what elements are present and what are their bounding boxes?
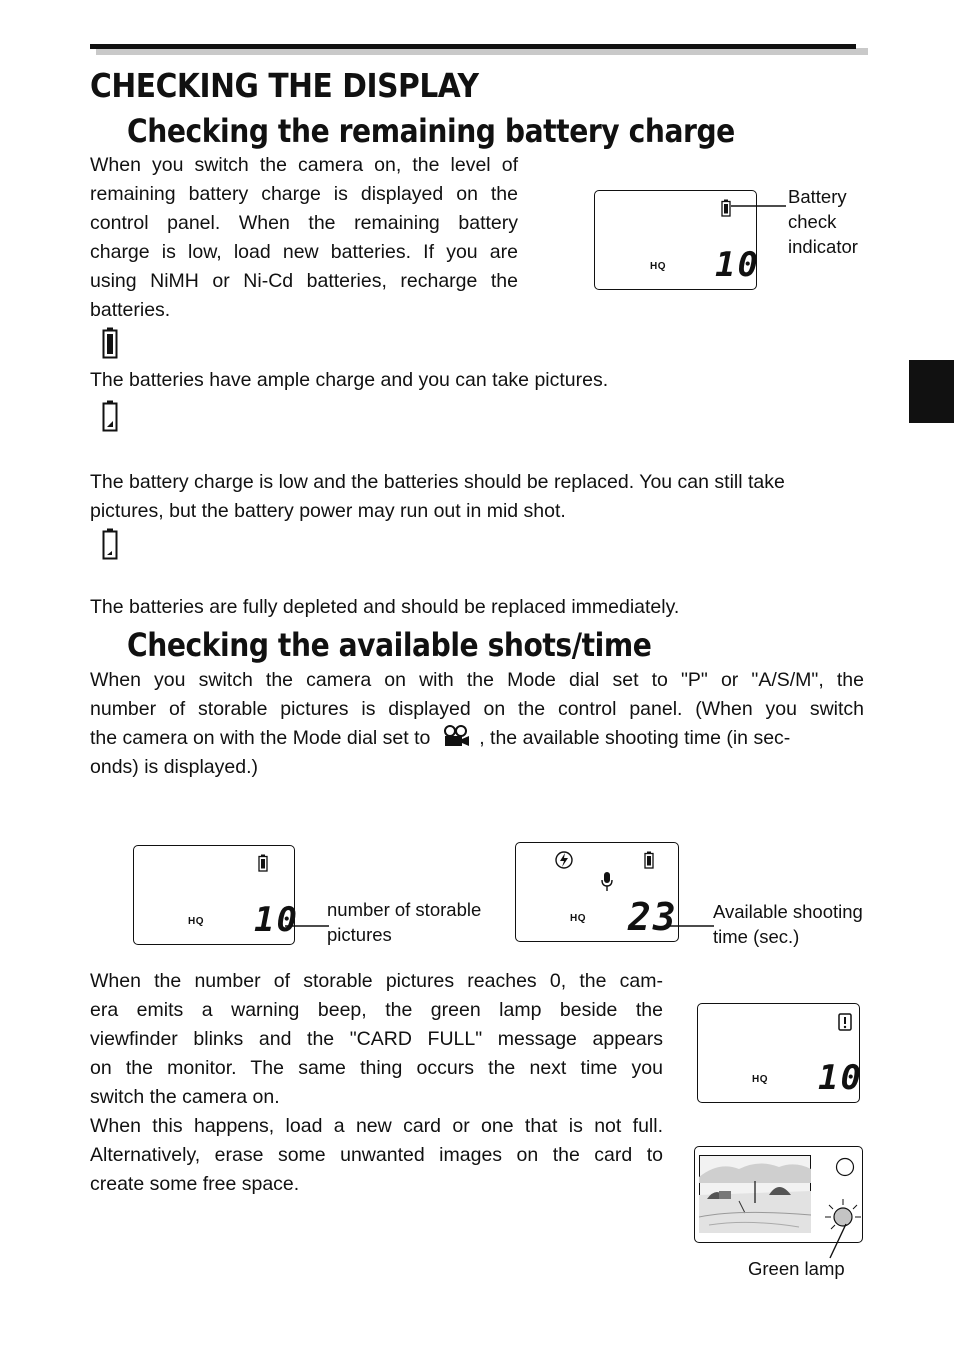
intro-fragment: the camera on with the Mode dial set to <box>90 727 431 749</box>
callout-line: Battery <box>788 186 847 207</box>
intro-line: remaining battery charge is displayed on the <box>90 183 518 205</box>
battery-full-icon <box>258 854 268 872</box>
shot-counter: 10 <box>715 245 760 285</box>
battery-low-icon <box>102 400 118 432</box>
intro-line: control panel. When the remaining battery <box>90 212 518 234</box>
microphone-icon <box>600 871 614 893</box>
text-line: era emits a warning beep, the green lamp beside the <box>90 999 663 1021</box>
header-rule <box>90 44 856 49</box>
storable-pictures-caption <box>327 897 481 947</box>
text-line: viewfinder blinks and the "CARD FULL" message appears <box>90 1028 663 1050</box>
caption-line: Available shooting <box>713 901 863 922</box>
hq-label: HQ <box>570 913 586 924</box>
battery-check-callout <box>788 184 858 259</box>
battery-empty-icon <box>102 528 118 560</box>
text-line: on the monitor. The same thing occurs the next time you <box>90 1057 663 1079</box>
storable-pictures-panel <box>133 845 299 945</box>
caption-line: number of storable <box>327 899 482 920</box>
hq-label: HQ <box>650 261 666 272</box>
card-full-panel <box>697 1003 863 1103</box>
intro-line: batteries. <box>90 299 171 321</box>
text-line: When this happens, load a new card or one that is not full. <box>90 1115 663 1137</box>
intro-line: When you switch the camera on with the Mode dial set to "P" or "A/S/M", the <box>90 669 864 691</box>
lamp-leader-line <box>826 1222 850 1260</box>
shots-intro <box>90 666 864 782</box>
text-line: When the number of storable pictures reaches 0, the cam- <box>90 970 663 992</box>
caption-line: pictures <box>327 924 392 945</box>
callout-leader-line <box>285 920 330 932</box>
text-line: create some free space. <box>90 1173 300 1195</box>
battery-empty-text: The batteries are fully depleted and should be replaced immediately. <box>90 596 680 618</box>
section-heading-shots: Checking the available shots/time <box>127 626 652 664</box>
intro-line: using NiMH or Ni-Cd batteries, recharge the <box>90 270 518 292</box>
page-title: CHECKING THE DISPLAY <box>90 66 479 105</box>
intro-line: When you switch the camera on, the level of <box>90 154 518 176</box>
shooting-time-panel <box>515 842 679 942</box>
caption-line: time (sec.) <box>713 926 800 947</box>
intro-line: charge is low, load new batteries. If you are <box>90 241 518 263</box>
intro-line: onds) is displayed.) <box>90 756 258 778</box>
section-tab <box>909 360 954 423</box>
intro-fragment: , the available shooting time (in sec- <box>479 727 791 749</box>
card-full-text <box>90 967 663 1199</box>
shot-counter: 10 <box>254 900 299 940</box>
time-counter: 23 <box>628 895 678 939</box>
battery-full-text: The batteries have ample charge and you can take pictures. <box>90 369 609 391</box>
text-line: The battery charge is low and the batteries should be replaced. You can still take <box>90 471 785 493</box>
battery-full-icon <box>102 327 118 359</box>
hq-label: HQ <box>188 916 204 927</box>
hq-label: HQ <box>752 1074 768 1085</box>
movie-camera-icon <box>442 725 470 747</box>
text-line: switch the camera on. <box>90 1086 280 1108</box>
flash-off-icon <box>554 850 574 870</box>
header-rule-shadow <box>96 48 868 55</box>
viewfinder-scene-image <box>699 1155 811 1233</box>
section-heading-battery: Checking the remaining battery charge <box>127 112 735 150</box>
text-line: Alternatively, erase some unwanted images on the card to <box>90 1144 663 1166</box>
status-lamp-icon <box>835 1157 855 1177</box>
callout-line: indicator <box>788 236 858 257</box>
text-line: pictures, but the battery power may run out in mid shot. <box>90 500 566 522</box>
card-warning-icon <box>838 1013 852 1031</box>
battery-intro <box>90 151 518 325</box>
shooting-time-caption <box>713 899 863 949</box>
shot-counter: 10 <box>818 1058 863 1098</box>
battery-full-icon <box>721 199 731 217</box>
intro-line-with-icon <box>90 724 864 753</box>
callout-leader-line <box>670 920 715 932</box>
battery-low-text <box>90 468 785 526</box>
intro-line: number of storable pictures is displayed on the control panel. (When you switch <box>90 698 864 720</box>
callout-leader-line <box>731 200 786 210</box>
callout-line: check <box>788 211 837 232</box>
battery-full-icon <box>644 851 654 869</box>
green-lamp-caption: Green lamp <box>748 1258 845 1279</box>
